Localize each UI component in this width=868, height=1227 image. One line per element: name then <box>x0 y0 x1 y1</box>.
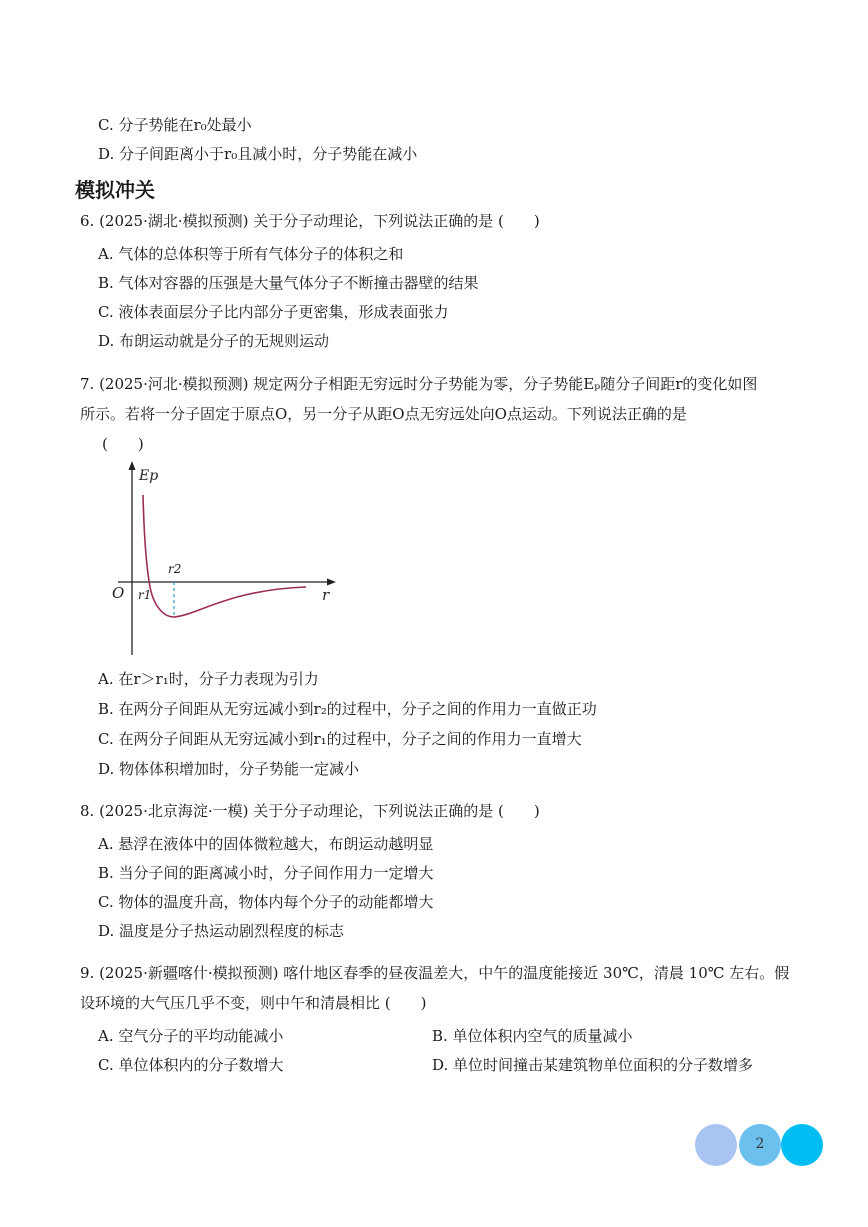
question-6-option-b: B. 气体对容器的压强是大量气体分子不断撞击器壁的结果 <box>98 274 479 292</box>
question-9-stem-line1: 9. (2025·新疆喀什·模拟预测) 喀什地区春季的昼夜温差大，中午的温度能接近 30℃，清晨 10℃ 左右。假 <box>80 964 790 982</box>
x-axis-label: r <box>322 586 330 604</box>
question-7-stem-line2: 所示。若将一分子固定于原点O，另一分子从距O点无穷远处向O点运动。下列说法正确的是 <box>80 405 687 423</box>
question-6-option-d: D. 布朗运动就是分子的无规则运动 <box>98 332 330 350</box>
origin-label: O <box>112 584 125 602</box>
section-title: 模拟冲关 <box>75 178 155 202</box>
option-c-prev: C. 分子势能在r₀处最小 <box>98 116 252 134</box>
question-7-stem-line3: ( ) <box>102 435 144 453</box>
y-axis-arrow <box>129 461 136 470</box>
question-9-option-a: A. 空气分子的平均动能减小 <box>98 1027 284 1045</box>
question-6-option-a: A. 气体的总体积等于所有气体分子的体积之和 <box>98 245 404 263</box>
question-7-option-d: D. 物体体积增加时，分子势能一定减小 <box>98 760 360 778</box>
question-7-option-a: A. 在r＞r₁时，分子力表现为引力 <box>98 670 319 688</box>
option-d-prev: D. 分子间距离小于r₀且减小时，分子势能在减小 <box>98 145 418 163</box>
x-axis-arrow <box>327 579 336 586</box>
question-8-option-a: A. 悬浮在液体中的固体微粒越大，布朗运动越明显 <box>98 835 434 853</box>
question-7-option-c: C. 在两分子间距从无穷远减小到r₁的过程中，分子之间的作用力一直增大 <box>98 730 582 748</box>
y-axis-label: Ep <box>139 468 159 484</box>
question-8-option-c: C. 物体的温度升高，物体内每个分子的动能都增大 <box>98 893 434 911</box>
question-7-stem-line1: 7. (2025·河北·模拟预测) 规定两分子相距无穷远时分子势能为零，分子势能Eₚ随分子间距r的变化如图 <box>80 375 758 393</box>
r2-label: r2 <box>168 562 182 576</box>
r1-label: r1 <box>138 588 152 602</box>
question-9-stem-line2: 设环境的大气压几乎不变，则中午和清晨相比 ( ) <box>80 994 427 1012</box>
question-9-option-d: D. 单位时间撞击某建筑物单位面积的分子数增多 <box>432 1056 754 1074</box>
question-6-stem: 6. (2025·湖北·模拟预测) 关于分子动理论，下列说法正确的是 ( ) <box>80 212 540 230</box>
question-9-option-c: C. 单位体积内的分子数增大 <box>98 1056 284 1074</box>
ep-curve <box>143 495 306 617</box>
question-8-stem: 8. (2025·北京海淀·一模) 关于分子动理论，下列说法正确的是 ( ) <box>80 802 540 820</box>
question-9-option-b: B. 单位体积内空气的质量减小 <box>432 1027 633 1045</box>
question-8-option-b: B. 当分子间的距离减小时，分子间作用力一定增大 <box>98 864 434 882</box>
page-number: 2 <box>755 1136 765 1152</box>
question-7-option-b: B. 在两分子间距从无穷远减小到r₂的过程中，分子之间的作用力一直做正功 <box>98 700 597 718</box>
potential-energy-graph <box>108 455 348 660</box>
page-dot-left <box>695 1124 737 1166</box>
page-dot-right <box>781 1124 823 1166</box>
question-8-option-d: D. 温度是分子热运动剧烈程度的标志 <box>98 922 345 940</box>
question-6-option-c: C. 液体表面层分子比内部分子更密集，形成表面张力 <box>98 303 449 321</box>
